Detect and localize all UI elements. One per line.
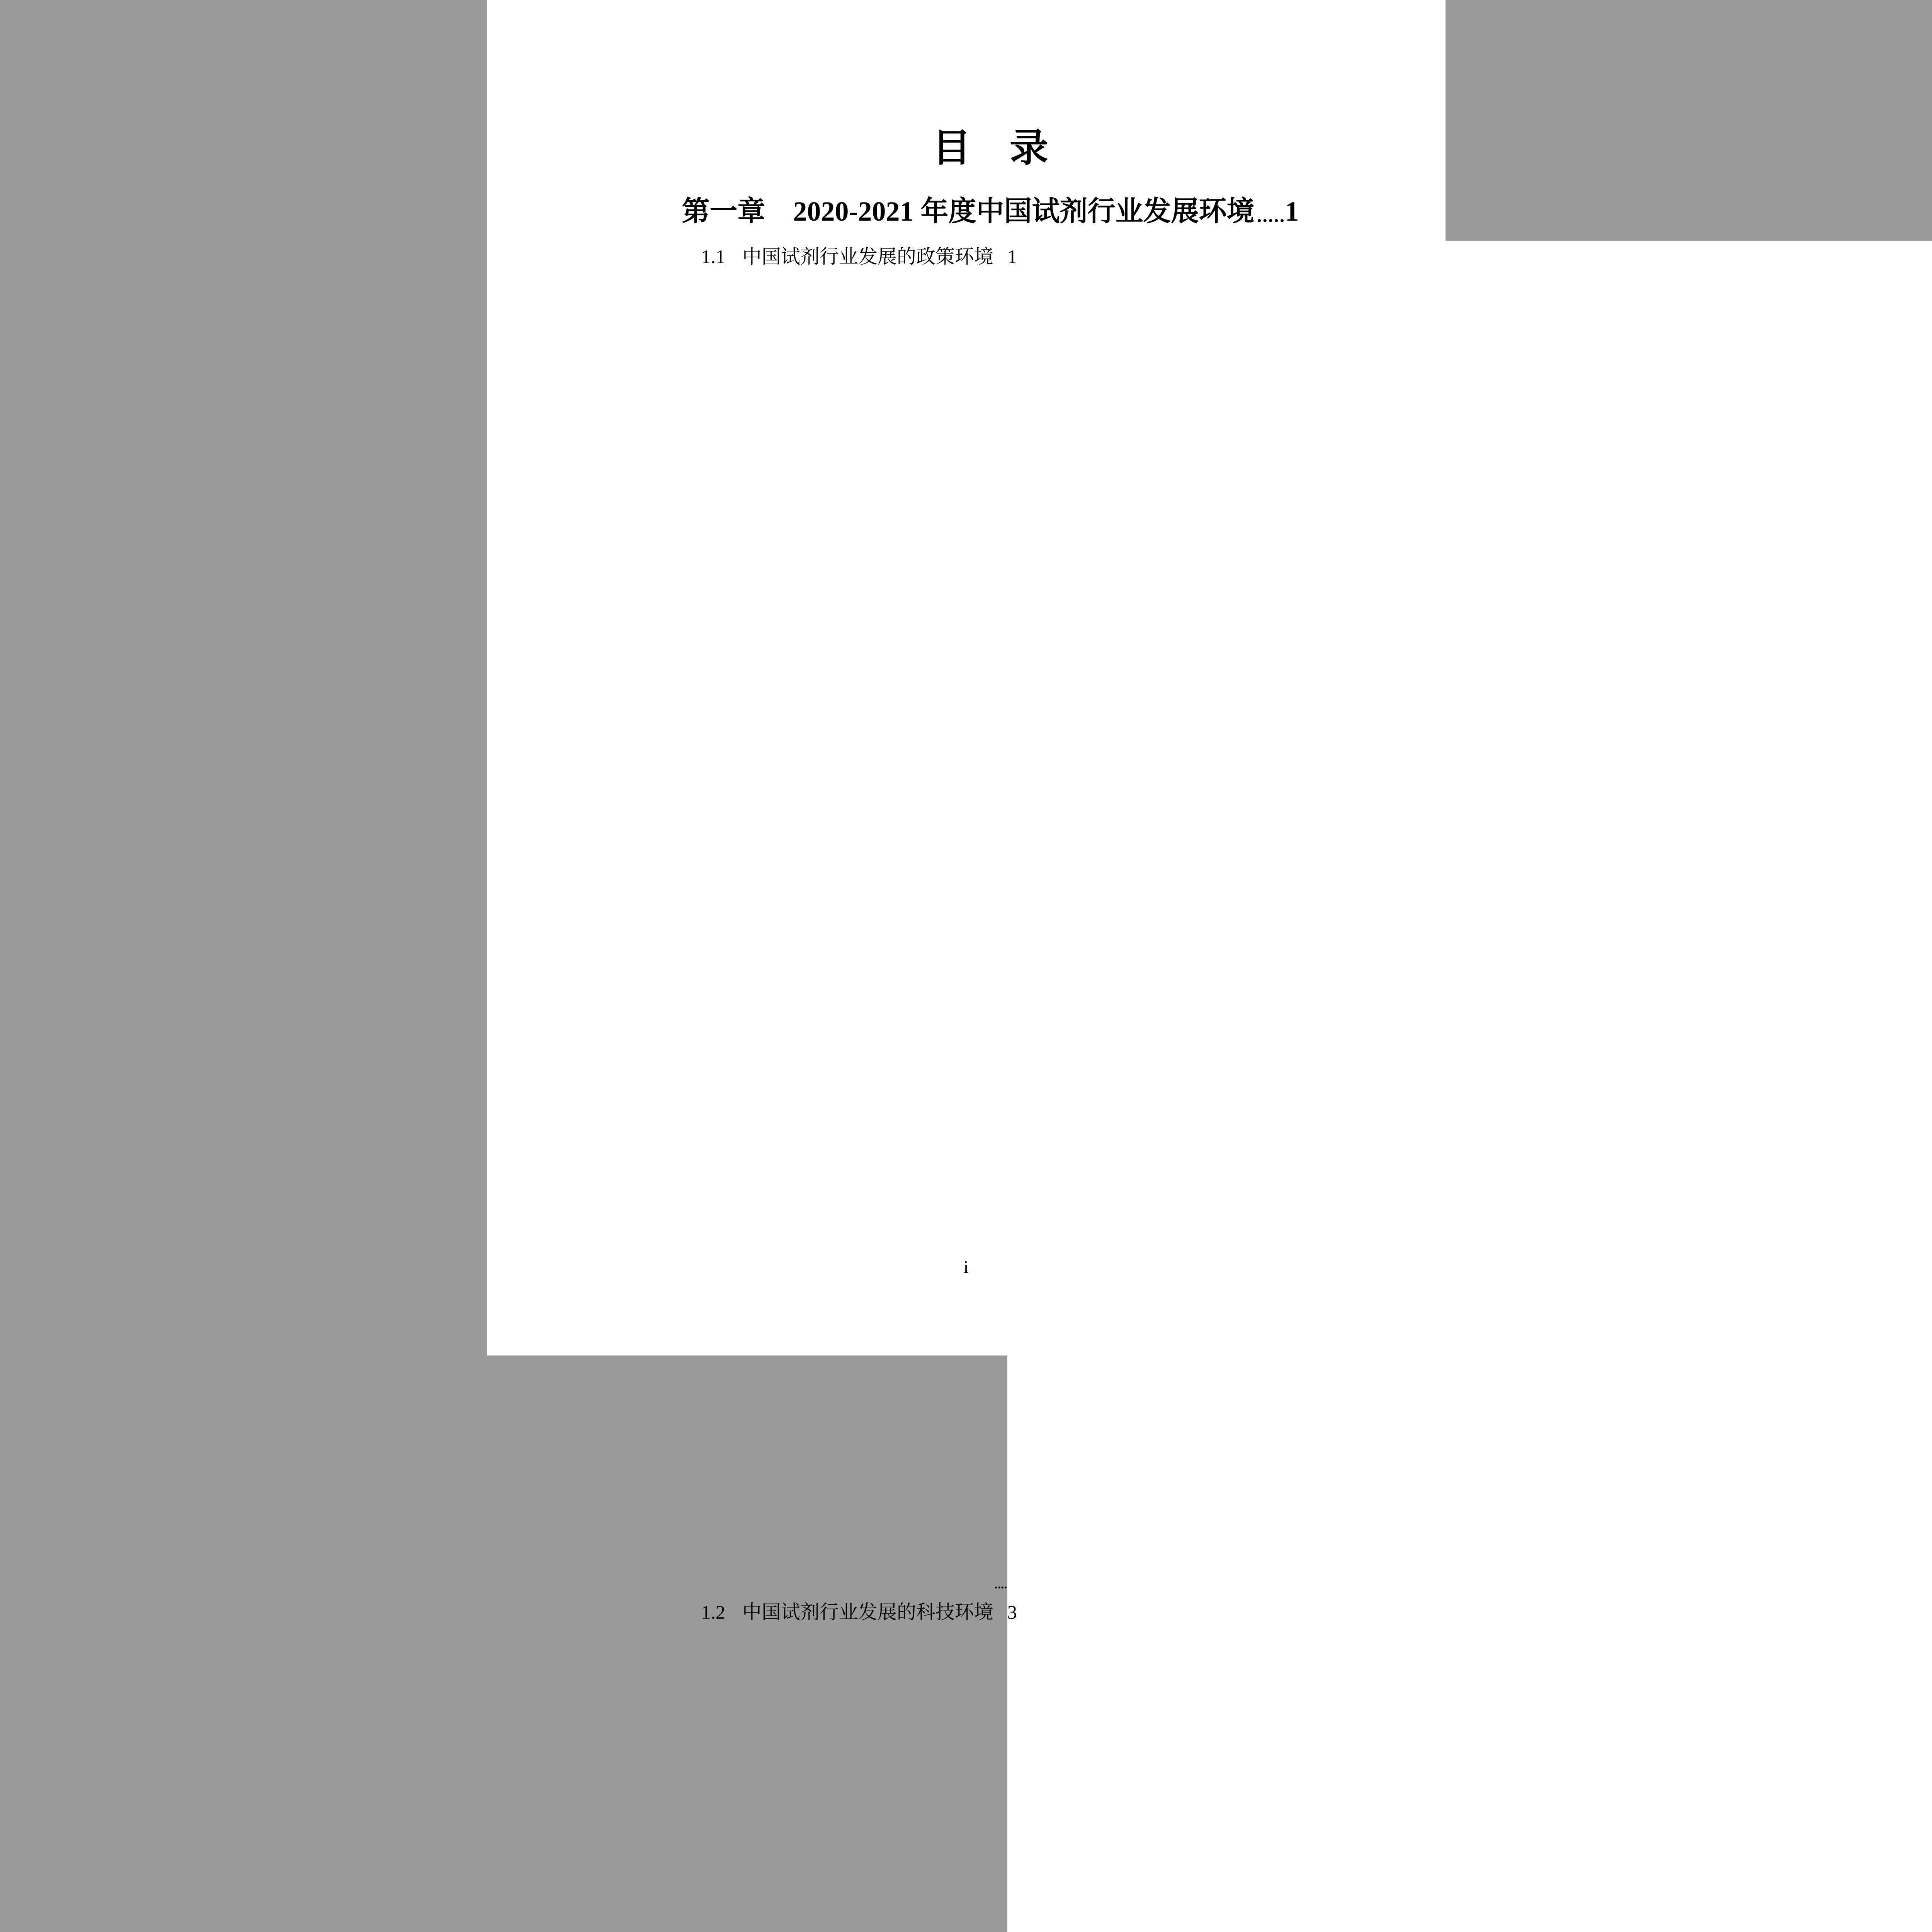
entry-number: 1.1 <box>701 246 725 267</box>
page-title: 目 录 <box>932 126 1048 170</box>
chapter-heading[interactable] <box>682 189 1299 234</box>
entry-number: 1.2 <box>701 1601 725 1623</box>
entry-title: 中国试剂行业发展的政策环境 <box>742 246 993 267</box>
toc-list <box>682 189 1299 1932</box>
chapter-page-number: 1 <box>1285 196 1299 227</box>
dot-leader <box>1258 219 1284 222</box>
document-page <box>487 0 1446 1623</box>
toc-chapter <box>682 189 1299 1932</box>
entry-page-number: 1 <box>1007 241 1932 1596</box>
toc-entry[interactable] <box>682 1596 1299 1932</box>
entry-title: 中国试剂行业发展的科技环境 <box>742 1601 993 1623</box>
dot-leader <box>995 1587 1007 1588</box>
toc-entry[interactable] <box>682 241 1299 1596</box>
entry-page-number: 3 <box>1007 1596 1932 1932</box>
chapter-label: 第一章 <box>682 196 765 227</box>
chapter-title: 2020-2021 年度中国试剂行业发展环境 <box>793 196 1255 227</box>
toc-content <box>682 0 1299 1932</box>
page-number-footer: i <box>963 1257 969 1277</box>
